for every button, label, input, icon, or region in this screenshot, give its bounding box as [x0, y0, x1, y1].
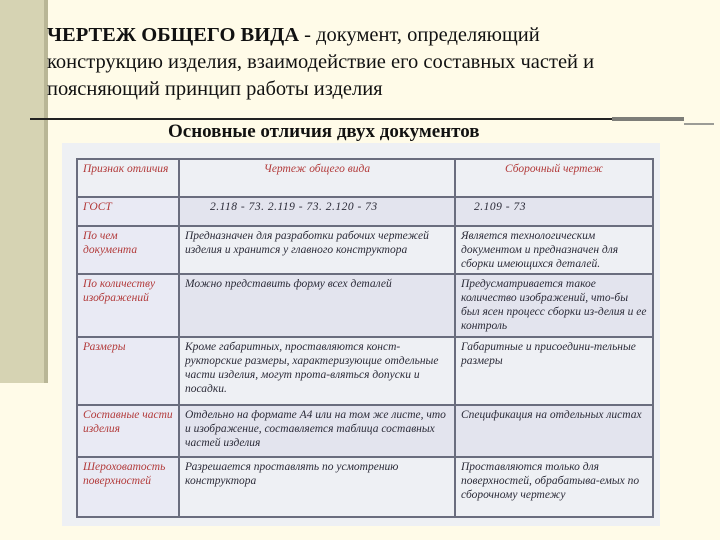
title-term: ЧЕРТЕЖ ОБЩЕГО ВИДА [47, 24, 300, 46]
table-row [77, 226, 653, 274]
divider-accent [612, 117, 684, 121]
row-criterion: По чем документа [77, 226, 179, 274]
header-assembly-drawing: Сборочный чертеж [455, 159, 653, 197]
header-general-drawing: Чертеж общего вида [179, 159, 455, 197]
row-general-value: Кроме габаритных, проставляются конст-рукторские размеры, характеризующие отдельные части изделия, могут прота-вляться допуски и посадки. [179, 337, 455, 405]
row-general-value: Можно представить форму всех деталей [179, 274, 455, 337]
table-header-row [77, 159, 653, 197]
row-general-value: 2.118 - 73. 2.119 - 73. 2.120 - 73 [179, 197, 455, 226]
table-row [77, 337, 653, 405]
row-general-value: Разрешается проставлять по усмотрению конструктора [179, 457, 455, 517]
row-assembly-value: 2.109 - 73 [455, 197, 653, 226]
row-general-value: Предназначен для разработки рабочих чертежей изделия и хранится у главного конструктора [179, 226, 455, 274]
row-criterion: Составные части изделия [77, 405, 179, 457]
table-row [77, 197, 653, 226]
row-criterion: По количеству изображений [77, 274, 179, 337]
title-definition: - документ, определяющий конструкцию изделия, взаимодействие его составных частей и поясняющий принцип работы изделия [47, 24, 595, 100]
table-row [77, 274, 653, 337]
divider-accent-thin [684, 123, 714, 125]
title-divider [30, 118, 612, 120]
row-general-value: Отдельно на формате А4 или на том же листе, что и изображение, составляется таблица составных частей изделия [179, 405, 455, 457]
row-assembly-value: Спецификация на отдельных листах [455, 405, 653, 457]
row-criterion: ГОСТ [77, 197, 179, 226]
slide-title [47, 22, 647, 103]
row-assembly-value: Габаритные и присоедини-тельные размеры [455, 337, 653, 405]
row-criterion: Шероховатость поверхностей [77, 457, 179, 517]
row-criterion: Размеры [77, 337, 179, 405]
header-criterion: Признак отличия [77, 159, 179, 197]
table-row [77, 457, 653, 517]
table-row [77, 405, 653, 457]
comparison-table [76, 158, 654, 518]
left-decorative-bar [0, 0, 46, 383]
row-assembly-value: Является технологическим документом и предназначен для сборки имеющихся деталей. [455, 226, 653, 274]
slide-subtitle: Основные отличия двух документов [168, 121, 480, 142]
row-assembly-value: Проставляются только для поверхностей, обрабатыва-емых по сборочному чертежу [455, 457, 653, 517]
row-assembly-value: Предусматривается такое количество изображений, что-бы был ясен процесс сборки из-делия и ее контроль [455, 274, 653, 337]
